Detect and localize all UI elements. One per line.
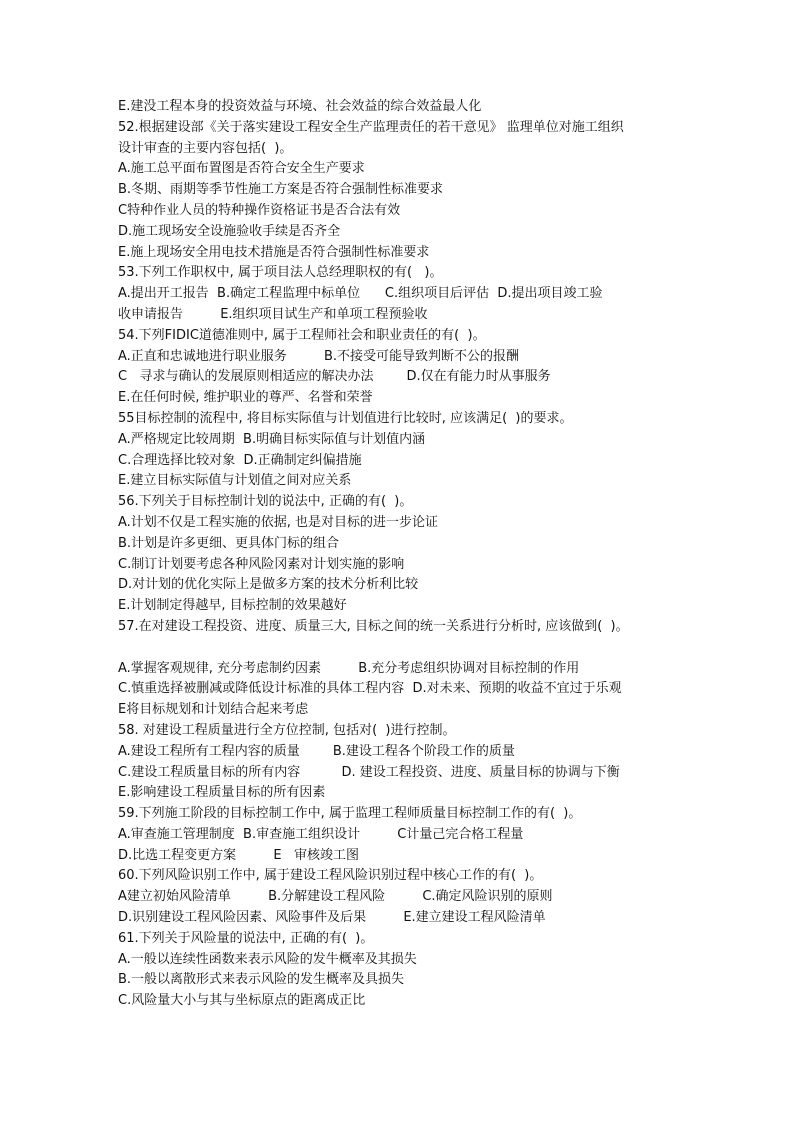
options-line: A建立初始风险清单 B.分解建设工程风险 C.确定风险识别的原则 bbox=[118, 889, 553, 905]
option-e: E.在任何时候, 维护职业的尊严、名誉和荣誉 bbox=[118, 390, 373, 406]
options-line: D.识别建设工程风险因素、风险事件及后果 E.建立建设工程风险清单 bbox=[118, 910, 546, 926]
question-56-stem: 56.下列关于目标控制计划的说法中, 正确的有( )。 bbox=[118, 494, 413, 510]
options-line: 收申请报告 E.组织项目试生产和单项工程预验收 bbox=[118, 306, 428, 322]
options-line: C.慎重选择被删减或降低设计标准的具体工程内容 D.对未来、预期的收益不宜过于乐观 bbox=[118, 681, 622, 697]
options-line: C.合理选择比较对象 D.正确制定纠偏措施 bbox=[118, 452, 362, 468]
question-58-stem: 58. 对建设工程质量进行全方位控制, 包括对( )进行控制。 bbox=[118, 722, 456, 738]
question-55-stem: 55目标控制的流程中, 将目标实际值与计划值进行比较时, 应该满足( )的要求。 bbox=[118, 410, 573, 426]
option-c: C.制订计划要考虑各种风险冈素对计划实施的影响 bbox=[118, 556, 405, 572]
options-line: A.正直和忠诚地进行职业服务 B.不接受可能导致判断不公的报酬 bbox=[118, 348, 520, 364]
options-line: A.严格规定比较周期 B.明确目标实际值与计划值内涵 bbox=[118, 431, 426, 447]
option-e: E.计划制定得越早, 目标控制的效果越好 bbox=[118, 598, 347, 614]
options-line: A.审查施工管理制度 B.审查施工组织设计 C计量己完合格工程量 bbox=[118, 826, 524, 842]
option-e: E.施上现场安全用电技术措施是否符合强制性标准要求 bbox=[118, 244, 430, 260]
question-59-stem: 59.下列施工阶段的目标控制工作中, 属于监理工程师质量目标控制工作的有( )。 bbox=[118, 806, 582, 822]
option-d: D.对计划的优化实际上是做多方案的技术分析利比较 bbox=[118, 577, 419, 593]
options-line: A.掌握客观规律, 充分考虑制约因素 B.充分考虑组织协调对目标控制的作用 bbox=[118, 660, 580, 676]
option-b: B.计划是许多更细、更具体门标的组合 bbox=[118, 535, 340, 551]
option-e: E将目标规划和计划结合起来考虑 bbox=[118, 702, 309, 718]
blank-line bbox=[118, 638, 718, 659]
question-53-stem: 53.下列工作职权中, 属于项目法人总经理职权的有( )。 bbox=[118, 265, 443, 281]
option-a: A.计划不仅是工程实施的依据, 也是对目标的进一步论证 bbox=[118, 514, 439, 530]
option-e: E.影响建设工程质量目标的所有因素 bbox=[118, 785, 326, 801]
option-e: E.建立目标实际值与计划值之间对应关系 bbox=[118, 473, 352, 489]
question-54-stem: 54.下列FIDIC道德准则中, 属于工程师社会和职业责任的有( )。 bbox=[118, 327, 486, 343]
question-57-stem: 57.在对建设工程投资、进度、质量三大, 目标之间的统一关系进行分析时, 应该做到( )。 bbox=[118, 618, 629, 634]
option-b: B.冬期、雨期等季节性施工方案是否符合强制性标准要求 bbox=[118, 182, 444, 198]
option-d: D.施工现场安全设施验收手续是否齐全 bbox=[118, 223, 341, 239]
option-c: C特种作业人员的特种操作资格证书是否合法有效 bbox=[118, 202, 401, 218]
question-52-stem-cont: 设计审查的主要内容包括( )。 bbox=[118, 140, 293, 156]
option-c: C.风险量大小与其与坐标原点的距离成正比 bbox=[118, 993, 366, 1009]
question-61-stem: 61.下列关于风险量的说法中, 正确的有( )。 bbox=[118, 930, 374, 946]
options-line: A.建设工程所有工程内容的质量 B.建设工程各个阶段工作的质量 bbox=[118, 743, 515, 759]
options-line: C.建设工程质量目标的所有内容 D. 建设工程投资、进度、质量目标的协调与下衡 bbox=[118, 764, 620, 780]
options-line: C 寻求与确认的发展原则相适应的解决办法 D.仅在有能力时从事服务 bbox=[118, 369, 551, 385]
text-line: E.建没工程本身的投资效益与环境、社会效益的综合效益最人化 bbox=[118, 99, 482, 114]
question-60-stem: 60.下列风险识别工作中, 属于建设工程风险识别过程中核心工作的有( )。 bbox=[118, 868, 543, 884]
question-52-stem: 52.根据建设部《关于落实建设工程安全生产监理责任的若干意见》 监理单位对施工组织 bbox=[118, 119, 624, 135]
option-a: A.施工总平面布置图是否符合安全生产要求 bbox=[118, 161, 365, 177]
options-line: A.提出开工报告 B.确定工程监理中标单位 C.组织项目后评估 D.提出项目竣工验 bbox=[118, 286, 603, 302]
document-body bbox=[118, 97, 718, 1012]
option-b: B.一般以离散形式来表示风险的发生概率及具损失 bbox=[118, 972, 405, 988]
option-a: A.一般以连续性函数来表示风险的发牛概率及其损失 bbox=[118, 951, 417, 967]
options-line: D.比选工程变更方案 E 审核竣工图 bbox=[118, 847, 359, 863]
